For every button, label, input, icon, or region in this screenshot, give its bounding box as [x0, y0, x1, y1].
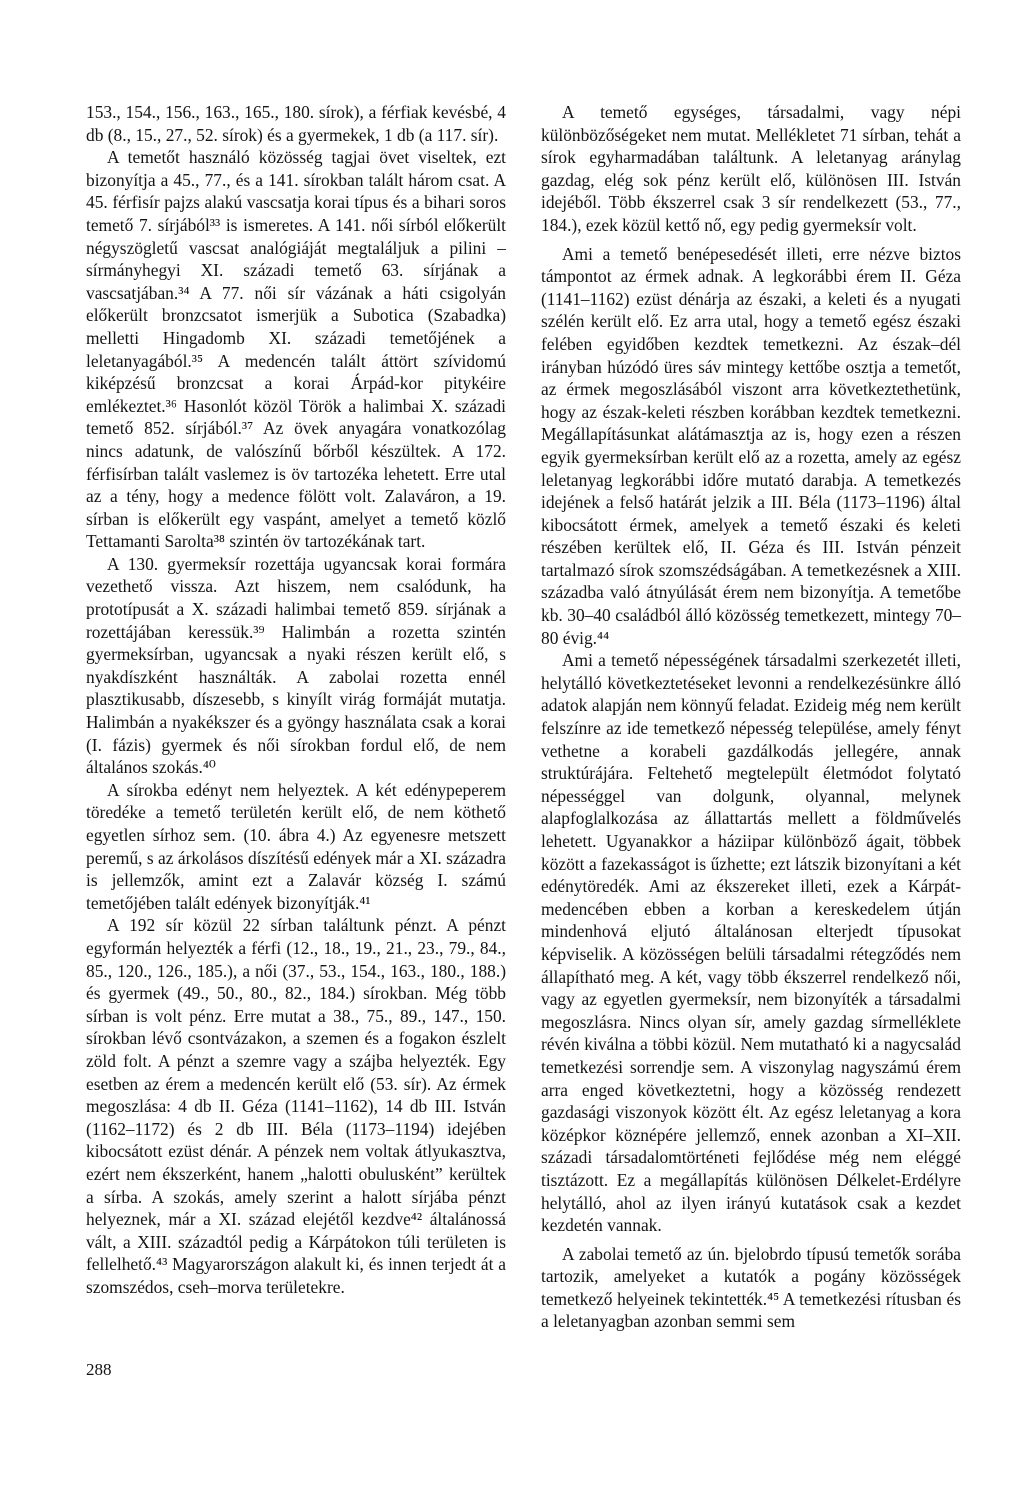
- paragraph: A temető egységes, társadalmi, vagy népi különbözőségeket nem mutat. Mellékletet 71 sírban, tehát a sírok egyharmadában találtunk. A leletanyag aránylag gazdag, elég sok pénz került elő, különösen III. István idejéből. Több ékszerrel csak 3 sír rendelkezett (53., 77., 184.), ezek közül kettő nő, egy pedig gyermeksír volt.: [541, 102, 961, 235]
- paragraph: Ami a temető népességének társadalmi szerkezetét illeti, helytálló következtetéseket levonni a rendelkezésünkre álló adatok alapján nem könnyű feladat. Ezideig még nem került felszínre az ide temetkező népesség települése, amely fényt vethetne a korabeli gazdálkodás jellegére, annak struktúrájára. Feltehető megtelepült életmódot folytató népességgel van dolgunk, olyannal, melynek alapfoglalkozása az állattartás mellett a földművelés lehetett. Ugyanakkor a háziipar különböző ágait, többek között a fazekasságot is űzhette; ezt látszik bizonyítani a két edénytöredék. Ami az ékszereket illeti, ezek a Kárpát-medencében ebben a korban a kereskedelem útján mindenhová eljutó általánosan elterjedt típusokat képviselik. A közösségen belüli társadalmi rétegződés nem állapítható meg. A két, vagy több ékszerrel rendelkező női, vagy az egyetlen gyermeksír, nem bizonyíték a társadalmi megoszlásra. Nincs olyan sír, amely gazdag sírmelléklete révén kiválna a többi közül. Nem mutatható ki a nagycsalád temetkezési sorrendje sem. A viszonylag nagyszámú érem arra enged következtetni, hogy a közösség rendezett gazdasági viszonyok között élt. Az egész leletanyag a kora középkor köznépére jellemző, ennek azonban a XI–XII. századi társadalomtörténeti fejlődése még nem eléggé tisztázott. Ez a megállapítás különösen Délkelet-Erdélyre helytálló, ahol az ilyen irányú kutatások csak a kezdet kezdetén vannak.: [541, 650, 961, 1236]
- paragraph: A 130. gyermeksír rozettája ugyancsak korai formára vezethető vissza. Azt hiszem, nem csalódunk, ha prototípusát a X. századi halimbai temető 859. sírjának a rozettájában keressük.³⁹ Halimbán a rozetta szintén gyermeksírban, ugyancsak a nyaki részen került elő, s nyakdíszként használták. A zabolai rozetta ennél plasztikusabb, díszesebb, s kinyílt virág formáját mutatja. Halimbán a nyakékszer és a gyöngy használata csak a korai (I. fázis) gyermek és női sírokban fordul elő, de nem általános szokás.⁴⁰: [86, 553, 506, 778]
- paragraph: A temetőt használó közösség tagjai övet viseltek, ezt bizonyítja a 45., 77., és a 141. sírokban talált három csat. A 45. férfisír pajzs alakú vascsatja korai típus és a bihari soros temető 7. sírjából³³ is ismeretes. A 141. női sírból előkerült négyszögletű vascsat analógiáját megtaláljuk a pilini – sírmányhegyi XI. századi temető 63. sírjának a vascsatjában.³⁴ A 77. női sír vázának a háti csigolyán előkerült bronzcsatot ismerjük a Subotica (Szabadka) melletti Hingadomb XI. századi temetőjének a leletanyagából.³⁵ A medencén talált áttört szívidomú kiképzésű bronzcsat a korai Árpád-kor pitykéire emlékeztet.³⁶ Hasonlót közöl Török a halimbai X. századi temető 852. sírjából.³⁷ Az övek anyagára vonatkozólag nincs adatunk, de valószínű bőrből készültek. A 172. férfisírban talált vaslemez is öv tartozéka lehetett. Erre utal az a tény, hogy a medence fölött volt. Zalaváron, a 19. sírban is előkerült egy vaspánt, amelyet a temető közlő Tettamanti Sarolta³⁸ szintén öv tartozékának tart.: [86, 147, 506, 552]
- paragraph: A sírokba edényt nem helyeztek. A két edénypeperem töredéke a temető területén került elő, de nem köthető egyetlen sírhoz sem. (10. ábra 4.) Az egyenesre metszett peremű, s az árkolásos díszítésű edények már a XI. századra is jellemzők, amint ezt a Zalavár község I. számú temetőjében talált edények bizonyítják.⁴¹: [86, 779, 506, 913]
- right-column: [541, 101, 961, 1333]
- paragraph: A zabolai temető az ún. bjelobrdo típusú temetők sorába tartozik, amelyeket a kutatók a pogány közösségek temetkező helyeinek tekintették.⁴⁵ A temetkezési rítusban és a leletanyagban azonban semmi sem: [541, 1243, 961, 1332]
- left-column: [86, 101, 506, 1298]
- page-number: 288: [86, 1360, 112, 1379]
- paragraph: A 192 sír közül 22 sírban találtunk pénzt. A pénzt egyformán helyezték a férfi (12., 18., 19., 21., 23., 79., 84., 85., 120., 126., 185.), a női (37., 53., 154., 163., 180., 188.) és gyermek (49., 50., 80., 82., 184.) sírokban. Még több sírban is volt pénz. Erre mutat a 38., 75., 89., 147., 150. sírokban lévő csontvázakon, a szemen és a fogakon észlelt zöld folt. A pénzt a szemre vagy a szájba helyezték. Egy esetben az érem a medencén került elő (53. sír). Az érmek megoszlása: 4 db II. Géza (1141–1162), 14 db III. István (1162–1172) és 2 db III. Béla (1173–1194) idejében kibocsátott ezüst dénár. A pénzek nem voltak átlyukasztva, ezért nem ékszerként, hanem „halotti obulusként” kerültek a sírba. A szokás, amely szerint a halott sírjába pénzt helyeznek, már a XI. század elejétől kezdve⁴² általánossá vált, a XIII. századtól pedig a Kárpátokon túli területen is fellelhető.⁴³ Magyarországon alakult ki, és innen terjedt át a szomszédos, cseh–morva területekre.: [86, 915, 506, 1297]
- paragraph: Ami a temető benépesedését illeti, erre nézve biztos támpontot az érmek adnak. A legkorábbi érem II. Géza (1141–1162) ezüst dénárja az északi, a keleti és a nyugati szélén került elő. Ez arra utal, hogy a temető egész északi felében egyidőben kezdtek temetkezni. Az észak–dél irányban húzódó üres sáv mintegy kettőbe osztja a temetőt, az érmek megoszlásából viszont arra következtethetünk, hogy az észak-keleti részben korábban kezdtek temetkezni. Megállapításunkat alátámasztja az is, hogy ezen a részen egyik gyermeksírban került elő az a rozetta, amely az egész leletanyag legkorábbi időre mutató darabja. A temetkezés idejének a felső határát jelzik a III. Béla (1173–1196) által kibocsátott érmek, amelyek a temető északi és keleti részében kerültek elő, II. Géza és III. István pénzeit tartalmazó sírok szomszédságában. A temetkezésnek a XIII. századba való átnyúlását érem nem bizonyítja. A temetőbe kb. 30–40 családból álló közösség temetkezett, mintegy 70–80 évig.⁴⁴: [541, 243, 961, 648]
- paragraph: 153., 154., 156., 163., 165., 180. sírok), a férfiak kevésbé, 4 db (8., 15., 27., 52. sírok) és a gyermekek, 1 db (a 117. sír).: [86, 102, 506, 145]
